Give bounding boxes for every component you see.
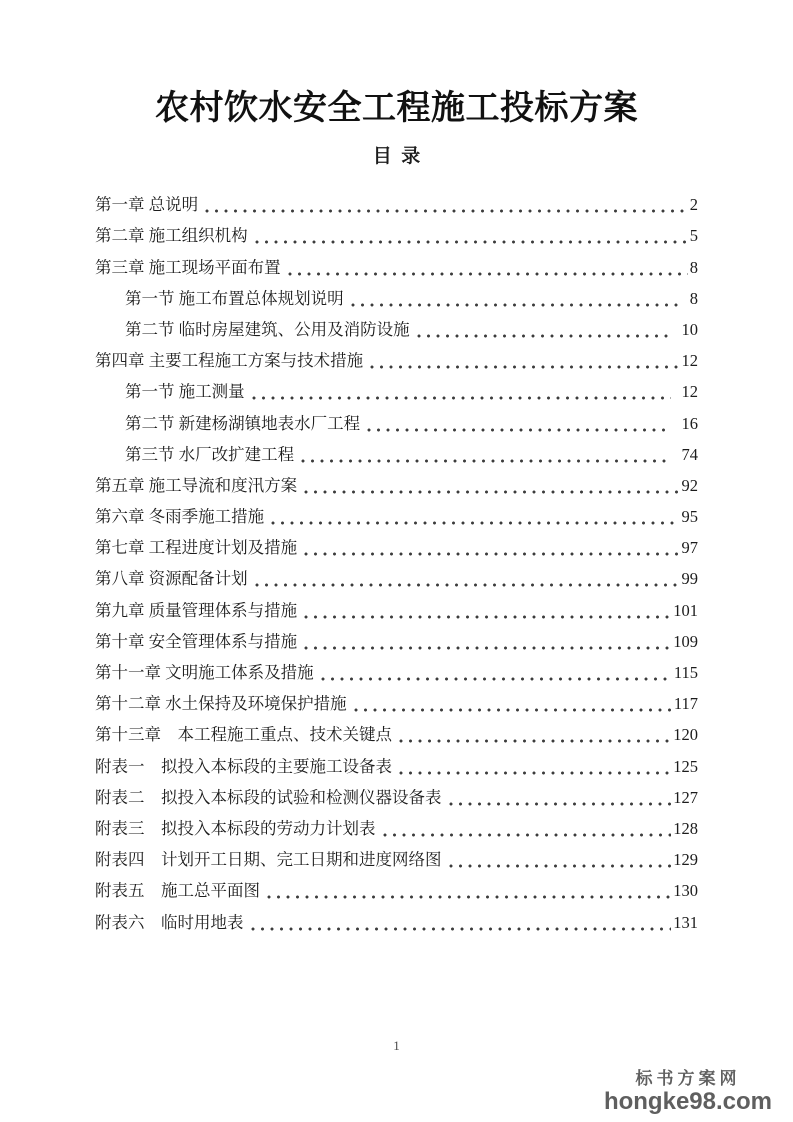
watermark bbox=[604, 1069, 772, 1114]
toc-entry-label: 第九章 质量管理体系与措施 bbox=[95, 600, 298, 620]
toc-entry-label: 第四章 主要工程施工方案与技术措施 bbox=[95, 351, 364, 371]
toc-entry bbox=[95, 684, 698, 715]
toc-entry bbox=[95, 310, 698, 341]
toc-entry-label: 附表四 计划开工日期、完工日期和进度网络图 bbox=[95, 850, 442, 870]
dotted-leader bbox=[354, 700, 672, 712]
toc-entry-label: 附表五 施工总平面图 bbox=[95, 881, 260, 901]
toc-entry bbox=[95, 466, 698, 497]
toc-entry-label: 第五章 施工导流和度汛方案 bbox=[95, 475, 298, 495]
toc-entry-page: 120 bbox=[673, 725, 698, 745]
toc-entry bbox=[95, 871, 698, 902]
toc-entry bbox=[95, 809, 698, 840]
dotted-leader bbox=[301, 451, 670, 463]
toc-entry-label: 附表三 拟投入本标段的劳动力计划表 bbox=[95, 818, 376, 838]
toc-entry-page: 5 bbox=[689, 226, 698, 246]
toc-entry bbox=[95, 403, 698, 434]
dotted-leader bbox=[321, 669, 672, 681]
toc-entry-label: 第十一章 文明施工体系及措施 bbox=[95, 663, 314, 682]
toc-entry-page: 92 bbox=[681, 475, 698, 495]
toc-entry-label: 第二章 施工组织机构 bbox=[95, 226, 248, 246]
watermark-site-url: hongke98.com bbox=[603, 1088, 772, 1115]
dotted-leader bbox=[351, 295, 679, 307]
dotted-leader bbox=[304, 482, 679, 494]
toc-entry bbox=[95, 590, 698, 621]
dotted-leader bbox=[267, 887, 671, 899]
toc-entry-label: 附表一 拟投入本标段的主要施工设备表 bbox=[95, 756, 392, 776]
dotted-leader bbox=[255, 232, 688, 244]
toc-entry bbox=[95, 715, 698, 746]
toc-entry bbox=[95, 746, 698, 777]
toc-entry-label: 附表二 拟投入本标段的试验和检测仪器设备表 bbox=[95, 787, 442, 807]
toc-entry-page: 130 bbox=[673, 881, 698, 901]
toc-entry bbox=[95, 622, 698, 653]
toc-entry-page: 8 bbox=[689, 288, 698, 308]
toc-entry bbox=[95, 559, 698, 590]
dotted-leader bbox=[251, 919, 672, 931]
watermark-site-name: 标书方案网 bbox=[635, 1069, 741, 1088]
toc-entry-page: 74 bbox=[681, 444, 698, 464]
dotted-leader bbox=[399, 763, 671, 775]
toc-entry bbox=[95, 840, 698, 871]
document-title: 农村饮水安全工程施工投标方案 bbox=[155, 90, 638, 127]
toc-entry-label: 第二节 新建杨湖镇地表水厂工程 bbox=[125, 413, 361, 433]
toc-entry-label: 第十章 安全管理体系与措施 bbox=[95, 631, 298, 651]
toc-entry bbox=[95, 372, 698, 403]
toc-entry-page: 131 bbox=[673, 912, 698, 932]
toc-entry-label: 第二节 临时房屋建筑、公用及消防设施 bbox=[125, 319, 410, 339]
toc-entry bbox=[95, 528, 698, 559]
toc-entry-page: 117 bbox=[673, 694, 698, 714]
toc-entry-label: 附表六 临时用地表 bbox=[95, 912, 244, 932]
toc-entry bbox=[95, 247, 698, 278]
toc-entry-page: 97 bbox=[681, 538, 698, 558]
toc-entry-label: 第三章 施工现场平面布置 bbox=[95, 257, 281, 277]
toc-entry-label: 第一节 施工测量 bbox=[125, 382, 245, 402]
dotted-leader bbox=[252, 388, 671, 400]
table-of-contents bbox=[95, 185, 698, 934]
toc-entry-page: 115 bbox=[673, 663, 698, 682]
dotted-leader bbox=[304, 638, 671, 650]
toc-entry-label: 第七章 工程进度计划及措施 bbox=[95, 538, 298, 558]
toc-entry bbox=[95, 653, 698, 684]
dotted-leader bbox=[205, 201, 688, 213]
toc-entry bbox=[95, 497, 698, 528]
toc-entry-page: 127 bbox=[673, 787, 698, 807]
toc-entry-page: 109 bbox=[673, 631, 698, 651]
toc-entry-label: 第三节 水厂改扩建工程 bbox=[125, 444, 295, 464]
dotted-leader bbox=[417, 326, 671, 338]
toc-entry-label: 第一章 总说明 bbox=[95, 195, 199, 215]
toc-entry bbox=[95, 435, 698, 466]
dotted-leader bbox=[304, 607, 671, 619]
toc-entry-label: 第六章 冬雨季施工措施 bbox=[95, 507, 265, 527]
dotted-leader bbox=[383, 825, 672, 837]
toc-entry-label: 第一节 施工布置总体规划说明 bbox=[125, 288, 344, 308]
dotted-leader bbox=[367, 420, 670, 432]
dotted-leader bbox=[370, 357, 679, 369]
toc-entry-page: 129 bbox=[673, 850, 698, 870]
toc-entry bbox=[95, 902, 698, 933]
toc-entry-page: 12 bbox=[681, 351, 698, 371]
toc-entry-label: 第十二章 水土保持及环境保护措施 bbox=[95, 694, 347, 714]
toc-entry-page: 101 bbox=[673, 600, 698, 620]
toc-entry bbox=[95, 778, 698, 809]
toc-entry-label: 第十三章 本工程施工重点、技术关键点 bbox=[95, 725, 392, 745]
dotted-leader bbox=[304, 544, 679, 556]
toc-entry-page: 12 bbox=[681, 382, 698, 402]
dotted-leader bbox=[449, 794, 672, 806]
toc-entry bbox=[95, 341, 698, 372]
toc-entry bbox=[95, 279, 698, 310]
toc-heading: 目 录 bbox=[372, 146, 421, 167]
toc-entry-page: 16 bbox=[681, 413, 698, 433]
toc-entry bbox=[95, 185, 698, 216]
toc-entry-label: 第八章 资源配备计划 bbox=[95, 569, 248, 589]
page-number: 1 bbox=[393, 1038, 400, 1053]
toc-entry-page: 10 bbox=[681, 319, 698, 339]
toc-entry-page: 95 bbox=[681, 507, 698, 527]
toc-entry-page: 128 bbox=[673, 818, 698, 838]
dotted-leader bbox=[449, 856, 672, 868]
toc-entry bbox=[95, 216, 698, 247]
toc-entry-page: 125 bbox=[673, 756, 698, 776]
toc-entry-page: 2 bbox=[689, 195, 698, 215]
dotted-leader bbox=[399, 731, 671, 743]
dotted-leader bbox=[271, 513, 679, 525]
dotted-leader bbox=[255, 575, 680, 587]
toc-entry-page: 8 bbox=[689, 257, 698, 277]
dotted-leader bbox=[288, 264, 688, 276]
toc-entry-page: 99 bbox=[681, 569, 698, 589]
